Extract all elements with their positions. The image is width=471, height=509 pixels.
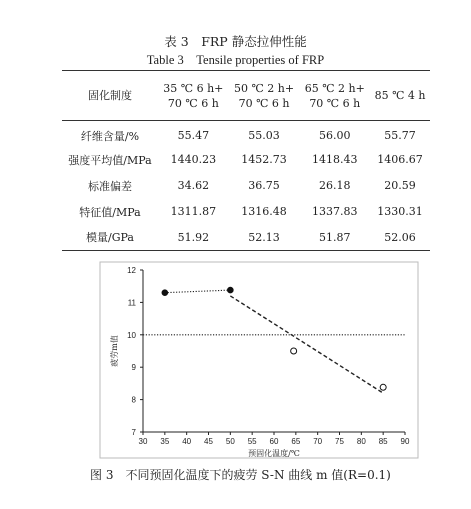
table-caption-en: Table 3 Tensile properties of FRP: [146, 53, 325, 67]
table-cell: 56.00: [319, 129, 351, 143]
table-cell: 1406.67: [377, 153, 423, 166]
table-cell: 52.13: [229, 225, 300, 251]
table-cell: 34.62: [177, 179, 210, 192]
x-axis-label: 预固化温度/℃: [248, 449, 300, 458]
table-corner-label: 固化制度: [62, 71, 158, 121]
x-tick-label: 35: [160, 437, 170, 446]
table-caption-cn: 表 3 FRP 静态拉伸性能: [164, 34, 307, 49]
table-cell: 1452.73: [241, 153, 287, 166]
table-cell: 55.47: [177, 129, 210, 143]
y-tick-label: 10: [127, 330, 136, 340]
y-axis-label: 疲劳m值: [110, 335, 119, 367]
table-cell: 52.06: [370, 225, 430, 251]
table-cell: 1311.87: [170, 205, 217, 218]
table-cell: 20.59: [384, 179, 416, 192]
column-header-line: 70 ℃ 6 h: [309, 96, 361, 110]
trend-line-dashed: [230, 296, 383, 393]
row-label: 强度平均值/MPa: [68, 153, 152, 167]
column-header-line: 65 ℃ 2 h+: [304, 81, 365, 95]
table-cell: 51.87: [299, 225, 370, 251]
data-point-open: [380, 384, 386, 390]
table-cell: 1337.83: [312, 205, 358, 218]
x-tick-label: 30: [138, 437, 148, 446]
x-tick-label: 45: [204, 437, 213, 446]
chart-frame: [100, 262, 418, 458]
table-cell: 1440.23: [170, 153, 217, 166]
row-label: 特征值/MPa: [79, 205, 141, 219]
table-cell: 1418.43: [312, 153, 358, 166]
table-cell: 1330.31: [377, 205, 423, 218]
table-cell: 36.75: [248, 179, 280, 192]
table-cell: 26.18: [319, 179, 351, 192]
y-tick-label: 11: [127, 298, 136, 308]
table-cell: 1316.48: [241, 205, 287, 218]
column-header-line: 85 ℃ 4 h: [374, 89, 426, 102]
column-header-line: 70 ℃ 6 h: [238, 96, 290, 110]
column-header-line: 35 ℃ 6 h+: [163, 81, 224, 95]
table-cell: 51.92: [158, 225, 229, 251]
column-header-line: 70 ℃ 6 h: [167, 96, 219, 110]
y-tick-label: 12: [127, 266, 136, 275]
x-tick-label: 80: [356, 437, 366, 446]
y-tick-label: 7: [131, 428, 136, 437]
x-tick-label: 55: [247, 437, 257, 446]
x-tick-label: 60: [269, 437, 279, 446]
table-cell: 55.77: [384, 129, 416, 143]
x-tick-label: 40: [182, 437, 192, 446]
row-label: 标准偏差: [88, 179, 132, 193]
row-label: 模量/GPa: [62, 225, 158, 251]
data-point-filled: [228, 287, 234, 293]
x-tick-label: 85: [378, 437, 388, 446]
x-tick-label: 90: [400, 437, 410, 446]
table-cell: 55.03: [248, 129, 280, 143]
column-header-line: 50 ℃ 2 h+: [234, 81, 295, 95]
row-label: 纤维含量/%: [80, 129, 140, 143]
y-tick-label: 8: [131, 395, 136, 405]
trend-line-dotted: [165, 290, 231, 293]
x-tick-label: 75: [335, 437, 344, 446]
x-tick-label: 70: [313, 437, 323, 446]
data-point-filled: [162, 290, 168, 296]
y-tick-label: 9: [131, 363, 136, 373]
x-tick-label: 65: [291, 437, 301, 446]
x-tick-label: 50: [225, 437, 235, 446]
figure-caption: 图 3 不同预固化温度下的疲劳 S-N 曲线 m 值(R=0.1): [90, 468, 391, 482]
data-point-open: [291, 348, 297, 354]
